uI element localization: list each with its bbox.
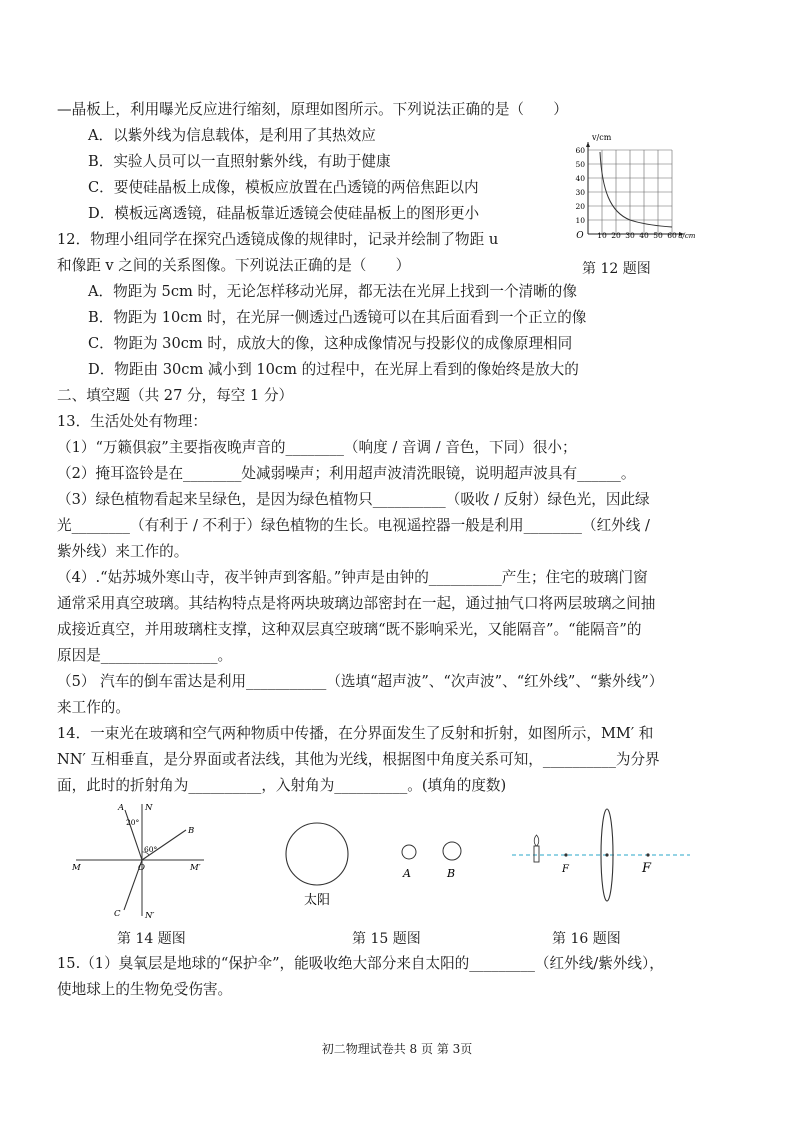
fig15-caption: 第 15 题图: [352, 931, 421, 947]
sun-circle: [286, 823, 348, 885]
graph-xlabel: u/cm: [678, 232, 696, 240]
q13-part-1: （1）“万籁俱寂”主要指夜晚声音的________（响度 / 音调 / 音色，下同）很小；: [57, 439, 577, 456]
fig14-label-c: C: [114, 909, 121, 919]
graph-xtick: 40: [639, 231, 649, 240]
q12-stem-1: 12．物理小组同学在探究凸透镜成像的规律时，记录并绘制了物距 u: [57, 231, 499, 248]
q14-line-3: 面，此时的折射角为__________，入射角为__________。(填角的度数): [57, 777, 507, 794]
graph-xtick: 50: [653, 231, 663, 240]
page-footer: 初二物理试卷共 8 页 第 3页: [321, 1042, 473, 1056]
q13-part-2: （2）掩耳盗铃是在________处减弱噪声；利用超声波清洗眼镜，说明超声波具有______。: [57, 465, 636, 482]
fig14-label-m: M: [72, 863, 81, 873]
fig14-angle-20: 20°: [126, 818, 140, 827]
q11-option-d: D．模板远离透镜，硅晶板靠近透镜会使硅晶板上的图形更小: [88, 205, 480, 222]
graph-xtick: 60: [667, 231, 677, 240]
q13-part-3a: （3）绿色植物看起来呈绿色，是因为绿色植物只__________（吸收 / 反射）绿色光，因此绿: [57, 491, 650, 508]
graph-ylabel: v/cm: [592, 133, 612, 142]
q14-line-1: 14．一束光在玻璃和空气两种物质中传播，在分界面发生了反射和折射，如图所示，MM′ 和: [57, 725, 654, 742]
graph-origin: O: [576, 231, 584, 241]
q11-option-a: A．以紫外线为信息载体，是利用了其热效应: [88, 127, 376, 144]
q14-line-2: NN′ 互相垂直，是分界面或者法线，其他为光线，根据图中角度关系可知，__________为分界: [57, 751, 660, 768]
fig16-focus-left: F: [562, 864, 569, 875]
fig14-caption: 第 14 题图: [117, 931, 186, 947]
q13-part-4b: 通常采用真空玻璃。其结构特点是将两块玻璃边部密封在一起，通过抽气口将两层玻璃之间抽: [57, 595, 656, 612]
fig14-label-a: A: [118, 803, 125, 813]
q13-part-4c: 成接近真空，并用玻璃柱支撑，这种双层真空玻璃“既不影响采光，又能隔音”。“能隔音”的: [57, 621, 642, 638]
fig14-label-o: O: [138, 863, 145, 873]
candle: [534, 846, 539, 862]
fig14-label-n-prime: N′: [145, 911, 155, 921]
fig14-label-b: B: [188, 826, 195, 836]
q11-option-b: B．实验人员可以一直照射紫外线，有助于健康: [88, 153, 391, 170]
fig15-sun-diagram: [270, 810, 480, 910]
q13-part-4a: （4）.“姑苏城外寒山寺，夜半钟声到客船。”钟声是由钟的__________产生；住宅的玻璃门窗: [57, 569, 648, 586]
q12-option-c: C．物距为 30cm 时，成放大的像，这种成像情况与投影仪的成像原理相同: [88, 335, 573, 352]
graph-ytick: 30: [575, 188, 585, 197]
fig14-refraction-diagram: [70, 800, 210, 924]
fig14-angle-60: 60°: [144, 845, 158, 854]
q12-fig-caption: 第 12 题图: [582, 261, 651, 277]
graph-ytick: 10: [575, 216, 585, 225]
q13-part-3c: 紫外线）来工作的。: [57, 543, 189, 560]
q13-part-5b: 来工作的。: [57, 699, 130, 716]
q15-line-1: 15.（1）臭氧层是地球的“保护伞”，能吸收绝大部分来自太阳的_________（红外线/紫外线），: [57, 955, 664, 972]
candle-flame: [534, 835, 539, 846]
fig14-label-n: N: [145, 803, 153, 813]
graph-xtick: 30: [625, 231, 635, 240]
graph-ytick: 50: [575, 160, 585, 169]
uv-graph: [560, 128, 706, 246]
q13-part-4d: 原因是________________。: [57, 647, 233, 664]
q11-option-c: C．要使硅晶板上成像，模板应放置在凸透镜的两倍焦距以内: [88, 179, 479, 196]
point-b-circle: [443, 842, 461, 860]
q13-stem: 13．生活处处有物理：: [57, 413, 207, 430]
fig15-label-b: B: [447, 867, 456, 880]
q12-option-a: A．物距为 5cm 时，无论怎样移动光屏，都无法在光屏上找到一个清晰的像: [88, 283, 577, 300]
section-title: 二、填空题（共 27 分，每空 1 分）: [57, 387, 294, 404]
point-a-circle: [402, 845, 416, 859]
graph-ytick: 20: [575, 202, 585, 211]
q13-part-5a: （5） 汽车的倒车雷达是利用___________（选填“超声波”、“次声波”、“红外线”、“紫外线”）: [57, 673, 664, 690]
graph-xtick: 10: [597, 231, 607, 240]
q13-part-3b: 光________（有利于 / 不利于）绿色植物的生长。电视遥控器一般是利用________（红外线 /: [57, 517, 650, 534]
fig16-lens-diagram: [506, 806, 696, 916]
q11-stem: —晶板上，利用曝光反应进行缩刻，原理如图所示。下列说法正确的是（ ）: [57, 101, 568, 118]
graph-xtick: 20: [611, 231, 621, 240]
fig15-sun-label: 太阳: [303, 893, 331, 908]
fig16-focus-right: F: [642, 861, 652, 876]
q12-option-d: D．物距由 30cm 减小到 10cm 的过程中，在光屏上看到的像始终是放大的: [88, 361, 579, 378]
fig14-label-m-prime: M′: [190, 863, 201, 873]
graph-ytick: 40: [575, 174, 585, 183]
fig16-caption: 第 16 题图: [552, 931, 621, 947]
fig15-label-a: A: [403, 867, 411, 880]
graph-ytick: 60: [575, 146, 585, 155]
q15-line-2: 使地球上的生物免受伤害。: [57, 981, 233, 998]
q12-option-b: B．物距为 10cm 时，在光屏一侧透过凸透镜可以在其后面看到一个正立的像: [88, 309, 587, 326]
q12-stem-2: 和像距 v 之间的关系图像。下列说法正确的是（ ）: [57, 257, 411, 274]
